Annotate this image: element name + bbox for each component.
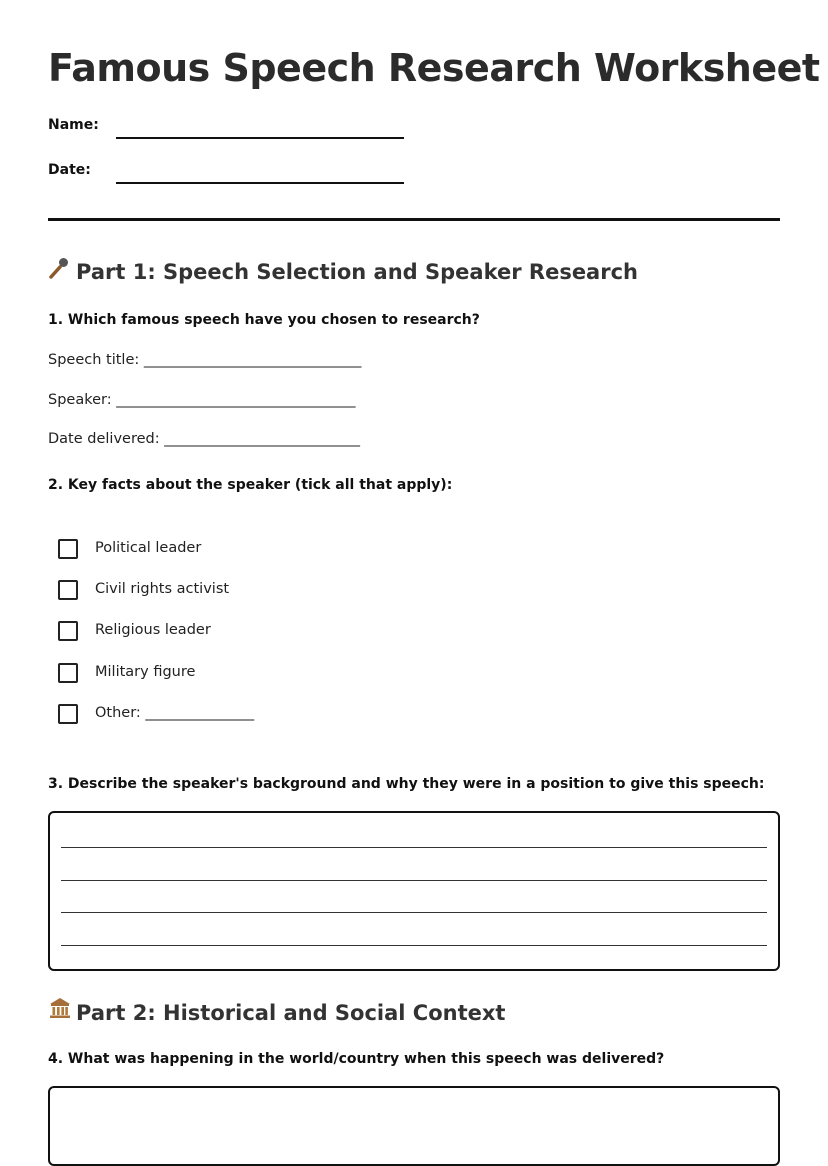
name-input-line[interactable] — [116, 137, 404, 139]
speech-title-field[interactable]: Speech title: ______________________________ — [48, 352, 362, 368]
date-delivered-field[interactable]: Date delivered: ___________________________ — [48, 431, 360, 447]
option-label: Civil rights activist — [95, 581, 230, 597]
microphone-icon — [48, 257, 76, 284]
classical-building-icon — [48, 996, 76, 1025]
option-other — [58, 704, 458, 728]
writing-line — [61, 912, 767, 913]
option-religious-leader — [58, 621, 458, 645]
part1-heading-text: Part 1: Speech Selection and Speaker Research — [76, 260, 638, 284]
option-political-leader — [58, 539, 458, 563]
writing-line — [61, 880, 767, 881]
question-2: 2. Key facts about the speaker (tick all that apply): — [48, 477, 453, 493]
option-label: Military figure — [95, 664, 196, 680]
name-label: Name: — [48, 117, 99, 133]
checkbox[interactable] — [58, 539, 78, 559]
header-divider — [48, 218, 780, 221]
part2-heading-text: Part 2: Historical and Social Context — [76, 1001, 506, 1025]
writing-line — [61, 945, 767, 946]
answer-box-4[interactable] — [48, 1086, 780, 1166]
speaker-field[interactable]: Speaker: _________________________________ — [48, 392, 356, 408]
option-label: Religious leader — [95, 622, 211, 638]
date-field — [48, 162, 408, 186]
checkbox[interactable] — [58, 663, 78, 683]
option-military-figure — [58, 663, 458, 687]
option-label: Other: _______________ — [95, 705, 255, 721]
option-civil-rights-activist — [58, 580, 458, 604]
question-1: 1. Which famous speech have you chosen to research? — [48, 312, 480, 328]
option-label: Political leader — [95, 540, 202, 556]
checkbox[interactable] — [58, 704, 78, 724]
name-field — [48, 117, 408, 141]
answer-box-3[interactable] — [48, 811, 780, 971]
question-3: 3. Describe the speaker's background and why they were in a position to give this speech: — [48, 776, 765, 792]
date-input-line[interactable] — [116, 182, 404, 184]
writing-line — [61, 847, 767, 848]
page-title: Famous Speech Research Worksheet — [48, 46, 820, 90]
checkbox[interactable] — [58, 580, 78, 600]
part1-heading — [48, 257, 638, 284]
checkbox[interactable] — [58, 621, 78, 641]
date-label: Date: — [48, 162, 91, 178]
part2-heading — [48, 996, 505, 1025]
question-4: 4. What was happening in the world/country when this speech was delivered? — [48, 1051, 665, 1067]
